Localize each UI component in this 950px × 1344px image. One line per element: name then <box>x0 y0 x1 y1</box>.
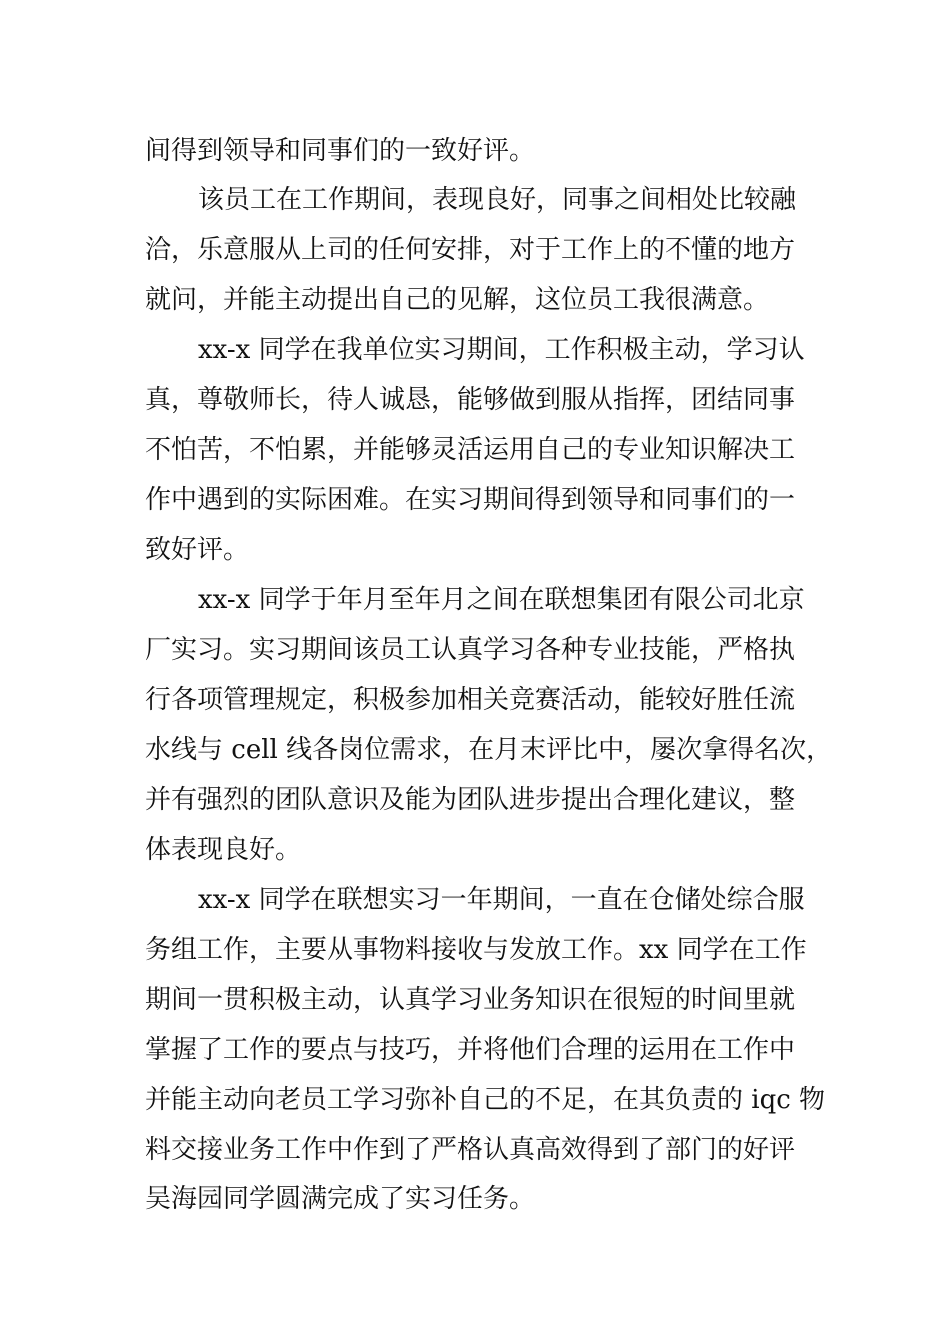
paragraph-line: 体表现良好。 <box>145 835 302 865</box>
paragraph-line: 洽，乐意服从上司的任何安排，对于工作上的不懂的地方 <box>145 235 796 265</box>
paragraph-line: 水线与 cell 线各岗位需求，在月末评比中，屡次拿得名次， <box>145 735 833 765</box>
paragraph-line: xx-x 同学在我单位实习期间，工作积极主动，学习认 <box>198 335 805 365</box>
paragraph-line: 致好评。 <box>145 535 250 565</box>
paragraph-line: 并有强烈的团队意识及能为团队进步提出合理化建议，整 <box>145 785 796 815</box>
paragraph-line: 行各项管理规定，积极参加相关竞赛活动，能较好胜任流 <box>145 685 796 715</box>
paragraph-line: 务组工作，主要从事物料接收与发放工作。xx 同学在工作 <box>145 935 807 965</box>
paragraph-line: 作中遇到的实际困难。在实习期间得到领导和同事们的一 <box>145 485 796 515</box>
paragraph-line: xx-x 同学于年月至年月之间在联想集团有限公司北京 <box>198 585 805 615</box>
paragraph-line: 吴海园同学圆满完成了实习任务。 <box>145 1184 536 1214</box>
paragraph-line: 料交接业务工作中作到了严格认真高效得到了部门的好评 <box>145 1135 796 1165</box>
paragraph-line: xx-x 同学在联想实习一年期间，一直在仓储处综合服 <box>198 885 805 915</box>
paragraph-line: 厂实习。实习期间该员工认真学习各种专业技能，严格执 <box>145 635 796 665</box>
paragraph-line: 间得到领导和同事们的一致好评。 <box>145 136 536 166</box>
paragraph-line: 真，尊敬师长，待人诚恳，能够做到服从指挥，团结同事 <box>145 385 796 415</box>
paragraph-line: 该员工在工作期间，表现良好，同事之间相处比较融 <box>198 185 797 215</box>
paragraph-line: 就问，并能主动提出自己的见解，这位员工我很满意。 <box>145 285 770 315</box>
paragraph-line: 期间一贯积极主动，认真学习业务知识在很短的时间里就 <box>145 985 796 1015</box>
paragraph-line: 并能主动向老员工学习弥补自己的不足，在其负责的 iqc 物 <box>145 1085 826 1115</box>
paragraph-line: 掌握了工作的要点与技巧，并将他们合理的运用在工作中 <box>145 1035 796 1065</box>
paragraph-line: 不怕苦，不怕累，并能够灵活运用自己的专业知识解决工 <box>145 435 796 465</box>
